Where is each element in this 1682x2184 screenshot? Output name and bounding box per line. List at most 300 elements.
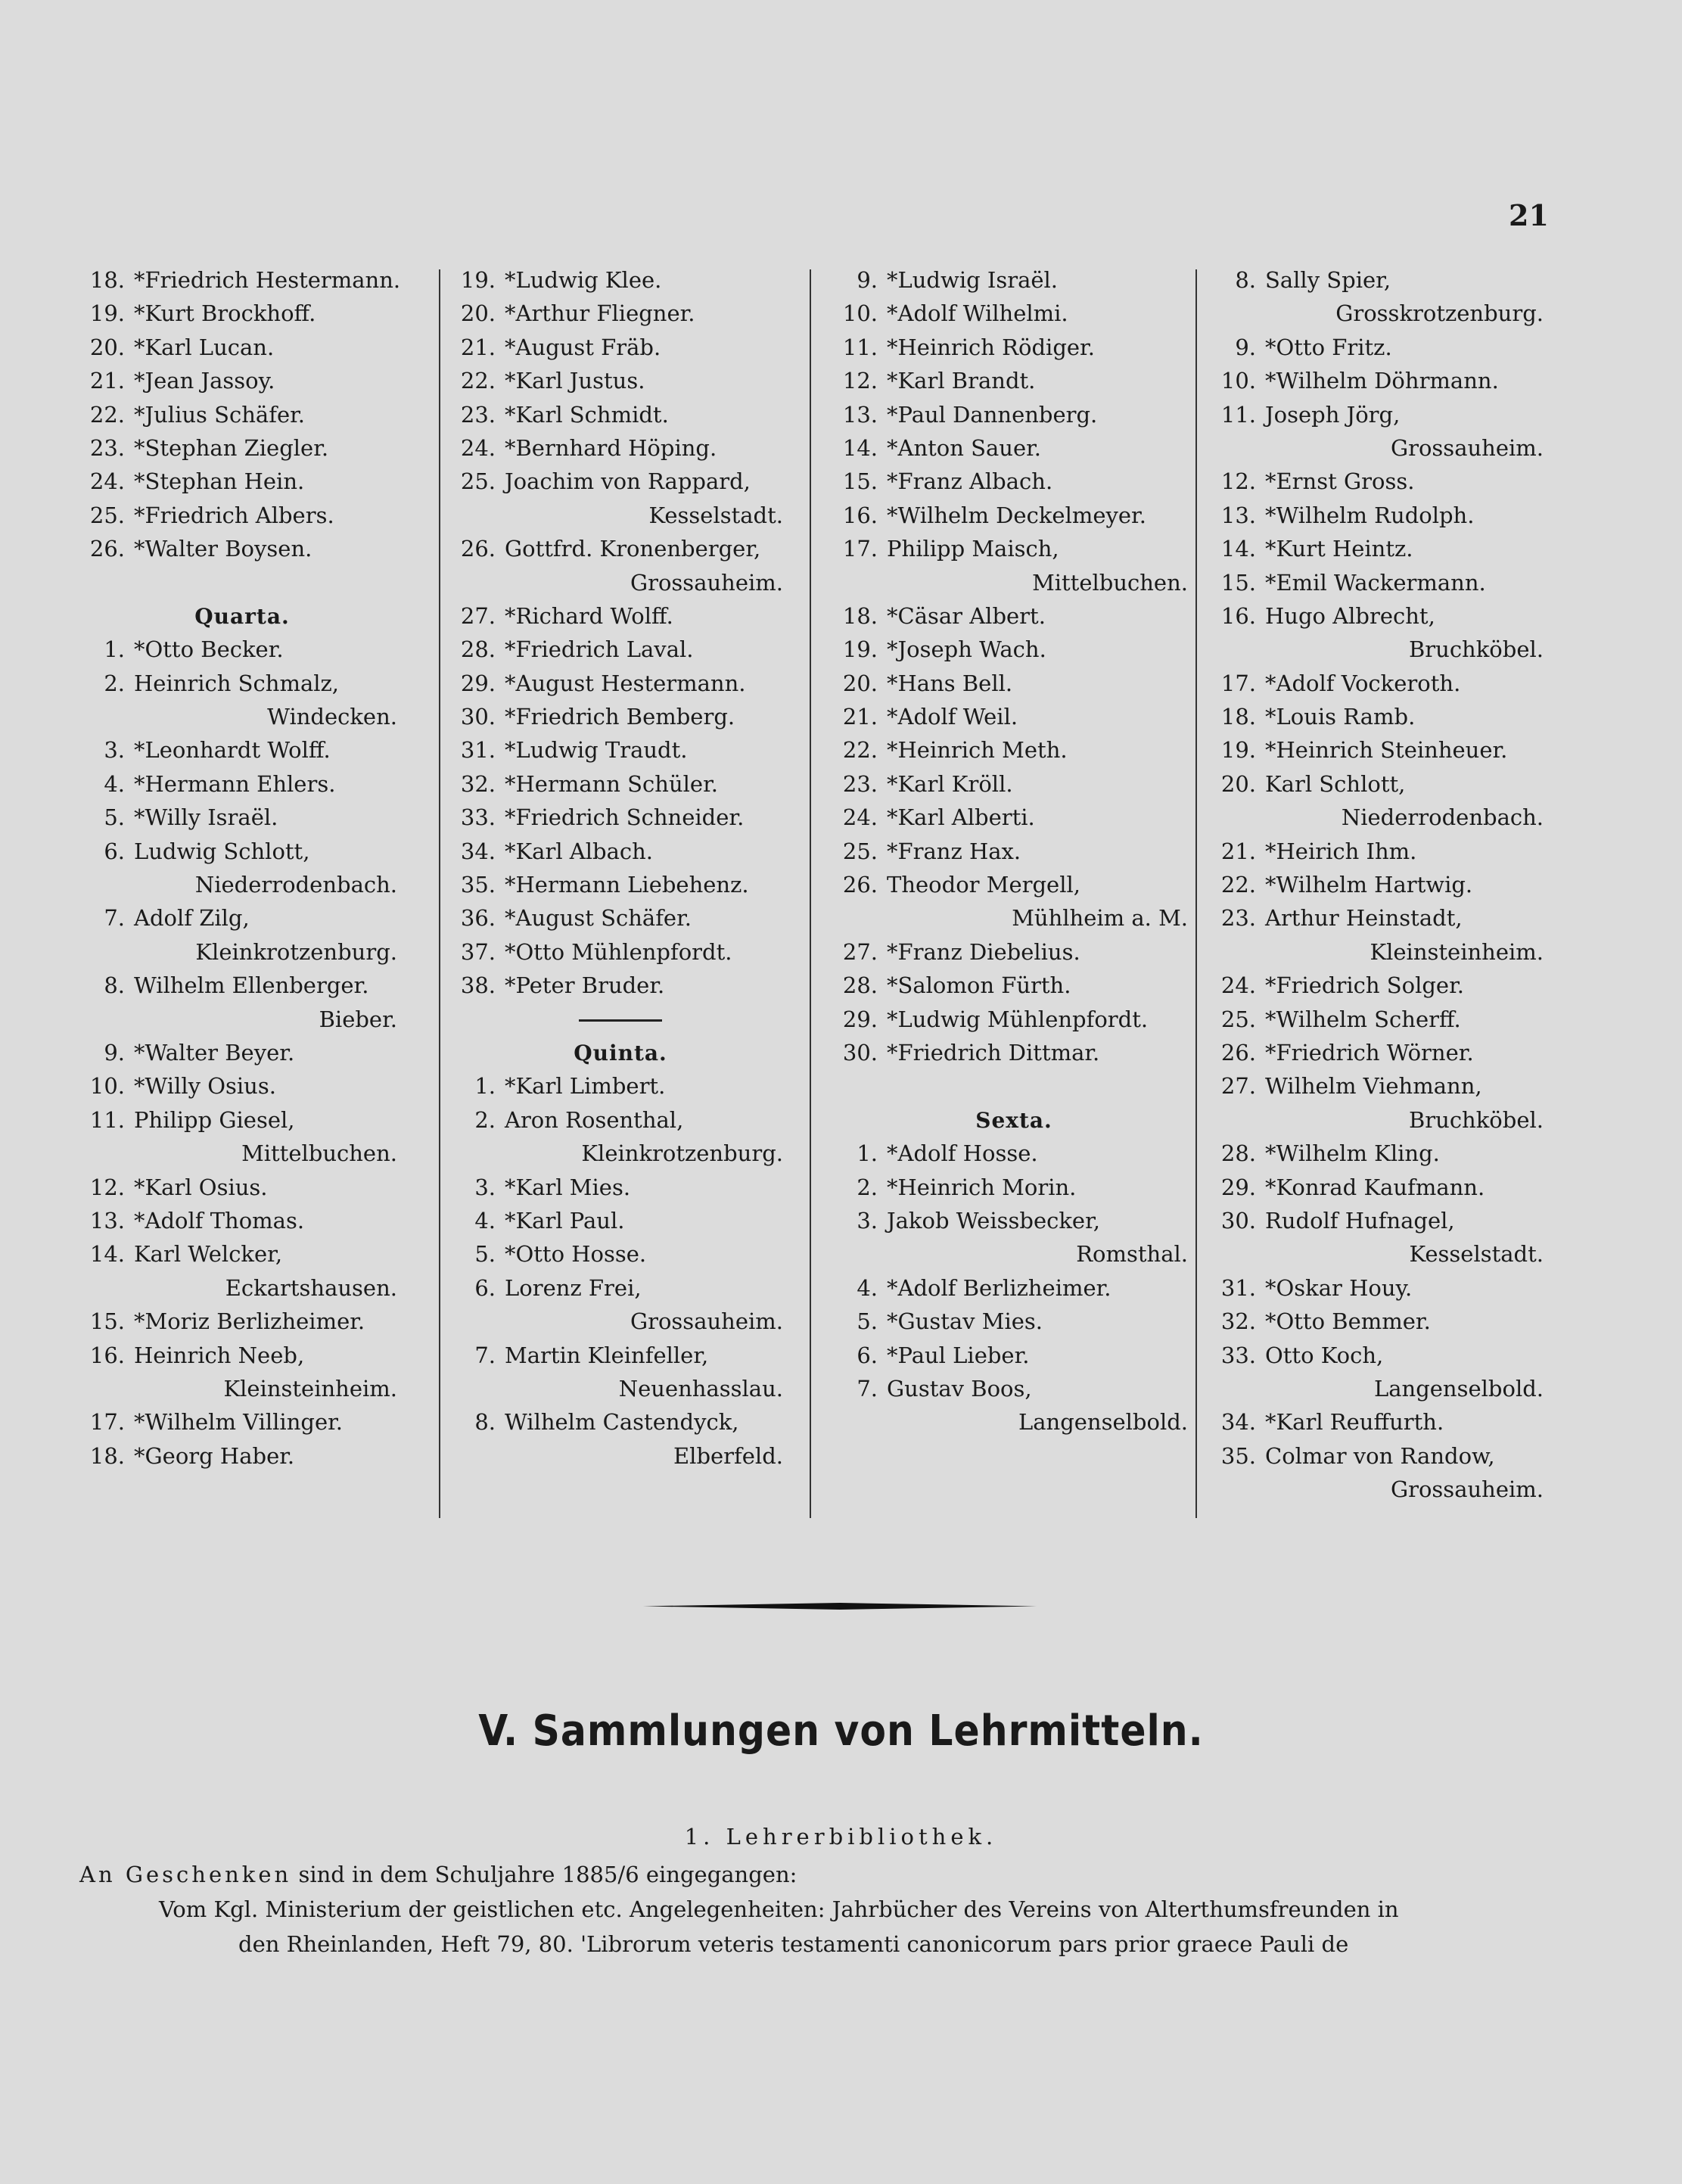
paragraph-text: sind in dem Schuljahre 1885/6 eingegangen: [291, 1862, 797, 1887]
student-entry [72, 667, 412, 700]
entry-number: 21. [89, 368, 125, 394]
entry-number: 18. [842, 602, 878, 629]
student-name: *Wilhelm Döhrmann. [1265, 368, 1499, 394]
student-name: *August Fräb. [505, 334, 661, 360]
separator-rule [579, 1019, 662, 1022]
entry-number: 15. [842, 468, 878, 495]
entry-number: 20. [1220, 770, 1256, 797]
student-entry [443, 1405, 798, 1439]
entry-number: 1. [857, 1140, 878, 1167]
entry-number: 9. [857, 267, 878, 293]
student-name: *Heinrich Morin. [887, 1174, 1077, 1200]
entry-number: 2. [104, 670, 125, 696]
hometown: Kleinkrotzenburg. [195, 938, 397, 965]
student-entry [443, 901, 798, 935]
student-entry [825, 599, 1203, 633]
entry-number: 4. [474, 1207, 496, 1234]
student-name: *Salomon Fürth. [887, 972, 1071, 999]
student-name: *Paul Dannenberg. [887, 401, 1098, 428]
student-entry [72, 1069, 412, 1103]
student-entry [443, 1237, 798, 1271]
entry-number: 24. [89, 468, 125, 495]
hometown-line [443, 1372, 798, 1405]
entry-number: 34. [460, 838, 496, 864]
student-entry [825, 1372, 1203, 1405]
student-entry [443, 263, 798, 297]
student-name: *Ludwig Klee. [505, 267, 662, 293]
student-entry [443, 1339, 798, 1372]
student-entry [443, 767, 798, 801]
entry-number: 19. [842, 636, 878, 663]
student-entry [1203, 1003, 1559, 1036]
hometown-line [72, 868, 412, 901]
entry-number: 28. [1220, 1140, 1256, 1167]
student-entry [825, 331, 1203, 364]
student-name: *Georg Haber. [134, 1442, 295, 1469]
class-list-column-4 [1203, 263, 1559, 1506]
student-entry [1203, 465, 1559, 498]
student-entry [72, 1339, 412, 1372]
student-name: *Friedrich Wörner. [1265, 1039, 1474, 1066]
spaced-phrase: An Geschenken [79, 1862, 292, 1887]
entry-number: 6. [474, 1274, 496, 1301]
student-entry [825, 263, 1203, 297]
student-entry [1203, 599, 1559, 633]
student-name: *Karl Mies. [505, 1174, 631, 1200]
hometown-line [443, 499, 798, 532]
hometown-line [825, 1405, 1203, 1439]
student-name: *Moriz Berlizheimer. [134, 1308, 365, 1335]
student-name: *Heinrich Rödiger. [887, 334, 1095, 360]
student-entry [443, 297, 798, 330]
student-entry [443, 835, 798, 868]
student-entry [443, 431, 798, 465]
student-entry [443, 733, 798, 767]
hometown-line [72, 700, 412, 733]
page-number: 21 [1509, 198, 1549, 232]
entry-number: 19. [89, 300, 125, 327]
hometown: Kleinkrotzenburg. [581, 1140, 783, 1167]
entry-number: 16. [89, 1342, 125, 1368]
separator-line [443, 1003, 798, 1036]
student-entry [1203, 1339, 1559, 1372]
entry-number: 6. [104, 838, 125, 864]
student-name: Theodor Mergell, [887, 872, 1080, 898]
entry-number: 19. [460, 267, 496, 293]
student-name: *Karl Limbert. [505, 1073, 666, 1100]
student-name: *Joseph Wach. [887, 636, 1046, 663]
student-name: *Karl Alberti. [887, 804, 1035, 831]
student-name: *Franz Diebelius. [887, 938, 1080, 965]
student-entry [825, 733, 1203, 767]
student-entry [1203, 532, 1559, 565]
student-entry [72, 1305, 412, 1338]
entry-number: 29. [842, 1006, 878, 1032]
hometown-line [72, 1003, 412, 1036]
student-name: *Louis Ramb. [1265, 704, 1416, 730]
student-name: *Walter Boysen. [134, 536, 312, 562]
student-entry [72, 835, 412, 868]
class-heading-text: Quinta. [574, 1040, 667, 1066]
student-name: *Anton Sauer. [887, 434, 1042, 461]
student-entry [72, 1237, 412, 1271]
student-entry [72, 767, 412, 801]
entry-number: 32. [1220, 1308, 1256, 1335]
entry-number: 2. [474, 1106, 496, 1133]
hometown: Mühlheim a. M. [1012, 905, 1188, 932]
hometown-line [72, 1271, 412, 1305]
student-entry [825, 532, 1203, 565]
student-name: *Hans Bell. [887, 670, 1013, 696]
student-name: *Konrad Kaufmann. [1265, 1174, 1485, 1200]
entry-number: 6. [857, 1342, 878, 1368]
student-name: *Otto Becker. [134, 636, 284, 663]
student-name: *Karl Justus. [505, 368, 645, 394]
student-name: *Adolf Wilhelmi. [887, 300, 1068, 327]
entry-number: 27. [1220, 1073, 1256, 1100]
student-entry [825, 1003, 1203, 1036]
student-entry [72, 1405, 412, 1439]
student-name: *Otto Bemmer. [1265, 1308, 1431, 1335]
student-entry [1203, 1439, 1559, 1473]
class-heading-text: Sexta. [975, 1107, 1052, 1133]
hometown-line [1203, 431, 1559, 465]
hometown: Bieber. [319, 1006, 397, 1032]
student-entry [443, 1171, 798, 1204]
column-divider [439, 269, 440, 1518]
hometown-line [1203, 1473, 1559, 1506]
hometown: Grossauheim. [630, 1308, 783, 1335]
student-name: *Adolf Hosse. [887, 1140, 1038, 1167]
student-entry [825, 1036, 1203, 1069]
student-name: *Adolf Weil. [887, 704, 1018, 730]
student-name: *Julius Schäfer. [134, 401, 305, 428]
student-name: Gottfrd. Kronenberger, [505, 536, 761, 562]
student-name: *Adolf Vockeroth. [1265, 670, 1461, 696]
section-title: V. Sammlungen von Lehrmitteln. [478, 1706, 1204, 1756]
student-entry [72, 499, 412, 532]
entry-number: 28. [460, 636, 496, 663]
student-entry [1203, 767, 1559, 801]
hometown: Kleinsteinheim. [1370, 938, 1544, 965]
entry-number: 10. [1220, 368, 1256, 394]
student-entry [825, 767, 1203, 801]
entry-number: 20. [842, 670, 878, 696]
student-entry [72, 465, 412, 498]
entry-number: 11. [842, 334, 878, 360]
hometown-line [1203, 801, 1559, 834]
entry-number: 18. [89, 267, 125, 293]
entry-number: 24. [842, 804, 878, 831]
entry-number: 17. [1220, 670, 1256, 696]
student-entry [72, 1103, 412, 1137]
student-entry [443, 633, 798, 666]
student-entry [1203, 364, 1559, 397]
hometown-line [443, 1305, 798, 1338]
student-name: Wilhelm Castendyck, [505, 1409, 739, 1436]
student-entry [443, 868, 798, 901]
entry-number: 22. [1220, 872, 1256, 898]
student-name: *Walter Beyer. [134, 1039, 295, 1066]
student-entry [72, 263, 412, 297]
student-entry [1203, 1171, 1559, 1204]
blank-line [825, 1069, 1203, 1103]
entry-number: 8. [104, 972, 125, 999]
entry-number: 4. [104, 770, 125, 797]
student-entry [825, 297, 1203, 330]
student-entry [1203, 969, 1559, 1002]
student-entry [443, 398, 798, 431]
entry-number: 11. [89, 1106, 125, 1133]
entry-number: 27. [460, 602, 496, 629]
student-name: *Adolf Thomas. [134, 1207, 305, 1234]
hometown-line [72, 935, 412, 969]
entry-number: 35. [460, 872, 496, 898]
student-entry [1203, 1069, 1559, 1103]
student-entry [72, 364, 412, 397]
entry-number: 16. [842, 502, 878, 528]
student-entry [443, 599, 798, 633]
entry-number: 5. [104, 804, 125, 831]
student-entry [443, 1271, 798, 1305]
entry-number: 3. [857, 1207, 878, 1234]
entry-number: 23. [1220, 905, 1256, 932]
student-entry [1203, 667, 1559, 700]
entry-number: 13. [1220, 502, 1256, 528]
entry-number: 3. [104, 737, 125, 764]
entry-number: 2. [857, 1174, 878, 1200]
student-entry [443, 801, 798, 834]
entry-number: 13. [842, 401, 878, 428]
student-name: *Hermann Schüler. [505, 770, 718, 797]
class-heading [825, 1103, 1203, 1137]
entry-number: 28. [842, 972, 878, 999]
class-heading-text: Quarta. [194, 603, 290, 629]
entry-number: 25. [842, 838, 878, 864]
student-name: Arthur Heinstadt, [1265, 905, 1463, 932]
student-entry [443, 364, 798, 397]
student-entry [825, 868, 1203, 901]
student-entry [825, 700, 1203, 733]
entry-number: 12. [842, 368, 878, 394]
student-name: *Hermann Ehlers. [134, 770, 336, 797]
student-entry [72, 297, 412, 330]
student-name: *Cäsar Albert. [887, 602, 1046, 629]
student-name: *Otto Hosse. [505, 1241, 647, 1268]
student-name: *Wilhelm Scherff. [1265, 1006, 1461, 1032]
student-entry [1203, 901, 1559, 935]
student-name: Philipp Giesel, [134, 1106, 295, 1133]
student-name: Wilhelm Viehmann, [1265, 1073, 1482, 1100]
student-name: Aron Rosenthal, [505, 1106, 684, 1133]
entry-number: 10. [89, 1073, 125, 1100]
hometown-line [1203, 1103, 1559, 1137]
entry-number: 9. [104, 1039, 125, 1066]
entry-number: 33. [460, 804, 496, 831]
entry-number: 14. [89, 1241, 125, 1268]
student-name: *Paul Lieber. [887, 1342, 1030, 1368]
student-name: *August Hestermann. [505, 670, 746, 696]
hometown-line [72, 1372, 412, 1405]
student-entry [72, 331, 412, 364]
entry-number: 31. [1220, 1274, 1256, 1301]
student-entry [825, 499, 1203, 532]
entry-number: 5. [474, 1241, 496, 1268]
hometown: Langenselbold. [1018, 1409, 1188, 1436]
entry-number: 25. [1220, 1006, 1256, 1032]
student-name: *Leonhardt Wolff. [134, 737, 331, 764]
entry-number: 7. [104, 905, 125, 932]
entry-number: 38. [460, 972, 496, 999]
entry-number: 5. [857, 1308, 878, 1335]
class-list-column-1 [72, 263, 412, 1473]
hometown: Kesselstadt. [648, 502, 783, 528]
entry-number: 30. [842, 1039, 878, 1066]
class-list-column-3 [825, 263, 1203, 1439]
hometown: Romsthal. [1076, 1241, 1188, 1268]
student-name: *Otto Mühlenpfordt. [505, 938, 732, 965]
student-entry [1203, 868, 1559, 901]
student-entry [443, 700, 798, 733]
entry-number: 1. [474, 1073, 496, 1100]
hometown: Elberfeld. [673, 1442, 783, 1469]
student-entry [1203, 566, 1559, 599]
student-name: *Stephan Hein. [134, 468, 305, 495]
hometown: Bruchköbel. [1408, 1106, 1544, 1133]
entry-number: 15. [89, 1308, 125, 1335]
student-entry [825, 398, 1203, 431]
entry-number: 19. [1220, 737, 1256, 764]
student-entry [1203, 398, 1559, 431]
student-entry [72, 801, 412, 834]
student-entry [1203, 1137, 1559, 1170]
student-name: *Karl Brandt. [887, 368, 1036, 394]
student-entry [825, 935, 1203, 969]
student-name: Rudolf Hufnagel, [1265, 1207, 1455, 1234]
student-name: *Kurt Heintz. [1265, 536, 1413, 562]
entry-number: 26. [460, 536, 496, 562]
student-entry [72, 733, 412, 767]
entry-number: 20. [89, 334, 125, 360]
ornamental-rule [643, 1603, 1037, 1610]
student-name: *Willy Osius. [134, 1073, 276, 1100]
student-name: *Friedrich Bemberg. [505, 704, 735, 730]
student-name: *Emil Wackermann. [1265, 569, 1486, 596]
entry-number: 22. [89, 401, 125, 428]
entry-number: 25. [460, 468, 496, 495]
student-name: *Karl Albach. [505, 838, 654, 864]
hometown-line [443, 1137, 798, 1170]
entry-number: 26. [1220, 1039, 1256, 1066]
student-entry [72, 969, 412, 1002]
student-name: *Karl Paul. [505, 1207, 625, 1234]
entry-number: 30. [1220, 1207, 1256, 1234]
entry-number: 7. [474, 1342, 496, 1368]
hometown: Mittelbuchen. [241, 1140, 397, 1167]
student-name: *Karl Reuffurth. [1265, 1409, 1444, 1436]
student-entry [1203, 1036, 1559, 1069]
column-divider [810, 269, 811, 1518]
student-name: *Friedrich Schneider. [505, 804, 745, 831]
student-entry [443, 969, 798, 1002]
hometown: Grossauheim. [1390, 434, 1544, 461]
student-entry [825, 667, 1203, 700]
hometown-line [1203, 1372, 1559, 1405]
student-name: *Friedrich Hestermann. [134, 267, 401, 293]
student-name: *Heinrich Steinheuer. [1265, 737, 1508, 764]
student-name: *Stephan Ziegler. [134, 434, 329, 461]
entry-number: 17. [842, 536, 878, 562]
subsection-title: 1. Lehrerbibliothek. [684, 1824, 998, 1850]
student-entry [1203, 700, 1559, 733]
hometown: Kleinsteinheim. [223, 1375, 397, 1402]
student-entry [1203, 733, 1559, 767]
entry-number: 29. [1220, 1174, 1256, 1200]
student-name: *Bernhard Höping. [505, 434, 717, 461]
student-name: Ludwig Schlott, [134, 838, 310, 864]
entry-number: 22. [460, 368, 496, 394]
entry-number: 14. [842, 434, 878, 461]
student-name: *Adolf Berlizheimer. [887, 1274, 1111, 1301]
column-divider [1195, 269, 1197, 1518]
student-entry [825, 1339, 1203, 1372]
hometown-line [72, 1137, 412, 1170]
student-name: *Wilhelm Hartwig. [1265, 872, 1473, 898]
student-entry [825, 835, 1203, 868]
hometown: Grossauheim. [1390, 1476, 1544, 1503]
entry-number: 3. [474, 1174, 496, 1200]
student-name: *Franz Albach. [887, 468, 1053, 495]
student-name: Jakob Weissbecker, [887, 1207, 1100, 1234]
student-name: *Oskar Houy. [1265, 1274, 1413, 1301]
student-entry [1203, 835, 1559, 868]
student-name: Philipp Maisch, [887, 536, 1059, 562]
student-entry [825, 1271, 1203, 1305]
entry-number: 15. [1220, 569, 1256, 596]
student-entry [1203, 1405, 1559, 1439]
hometown-line [1203, 297, 1559, 330]
entry-number: 17. [89, 1409, 125, 1436]
student-entry [1203, 331, 1559, 364]
hometown: Neuenhasslau. [618, 1375, 783, 1402]
student-name: Heinrich Neeb, [134, 1342, 305, 1368]
student-name: *Jean Jassoy. [134, 368, 275, 394]
student-name: *Wilhelm Deckelmeyer. [887, 502, 1146, 528]
student-name: *Peter Bruder. [505, 972, 665, 999]
student-name: *Hermann Liebehenz. [505, 872, 749, 898]
student-entry [443, 667, 798, 700]
student-entry [443, 331, 798, 364]
hometown-line [443, 1439, 798, 1473]
student-name: *Ludwig Traudt. [505, 737, 688, 764]
student-name: *Friedrich Solger. [1265, 972, 1464, 999]
entry-number: 18. [1220, 704, 1256, 730]
entry-number: 8. [1235, 267, 1256, 293]
student-entry [825, 1171, 1203, 1204]
student-name: Sally Spier, [1265, 267, 1391, 293]
hometown: Kesselstadt. [1409, 1241, 1544, 1268]
entry-number: 21. [842, 704, 878, 730]
hometown-line [825, 1237, 1203, 1271]
hometown: Mittelbuchen. [1032, 569, 1188, 596]
entry-number: 16. [1220, 602, 1256, 629]
student-entry [825, 1204, 1203, 1237]
student-entry [72, 1204, 412, 1237]
student-name: *Friedrich Dittmar. [887, 1039, 1100, 1066]
student-entry [825, 431, 1203, 465]
student-name: Colmar von Randow, [1265, 1442, 1495, 1469]
entry-number: 8. [474, 1409, 496, 1436]
